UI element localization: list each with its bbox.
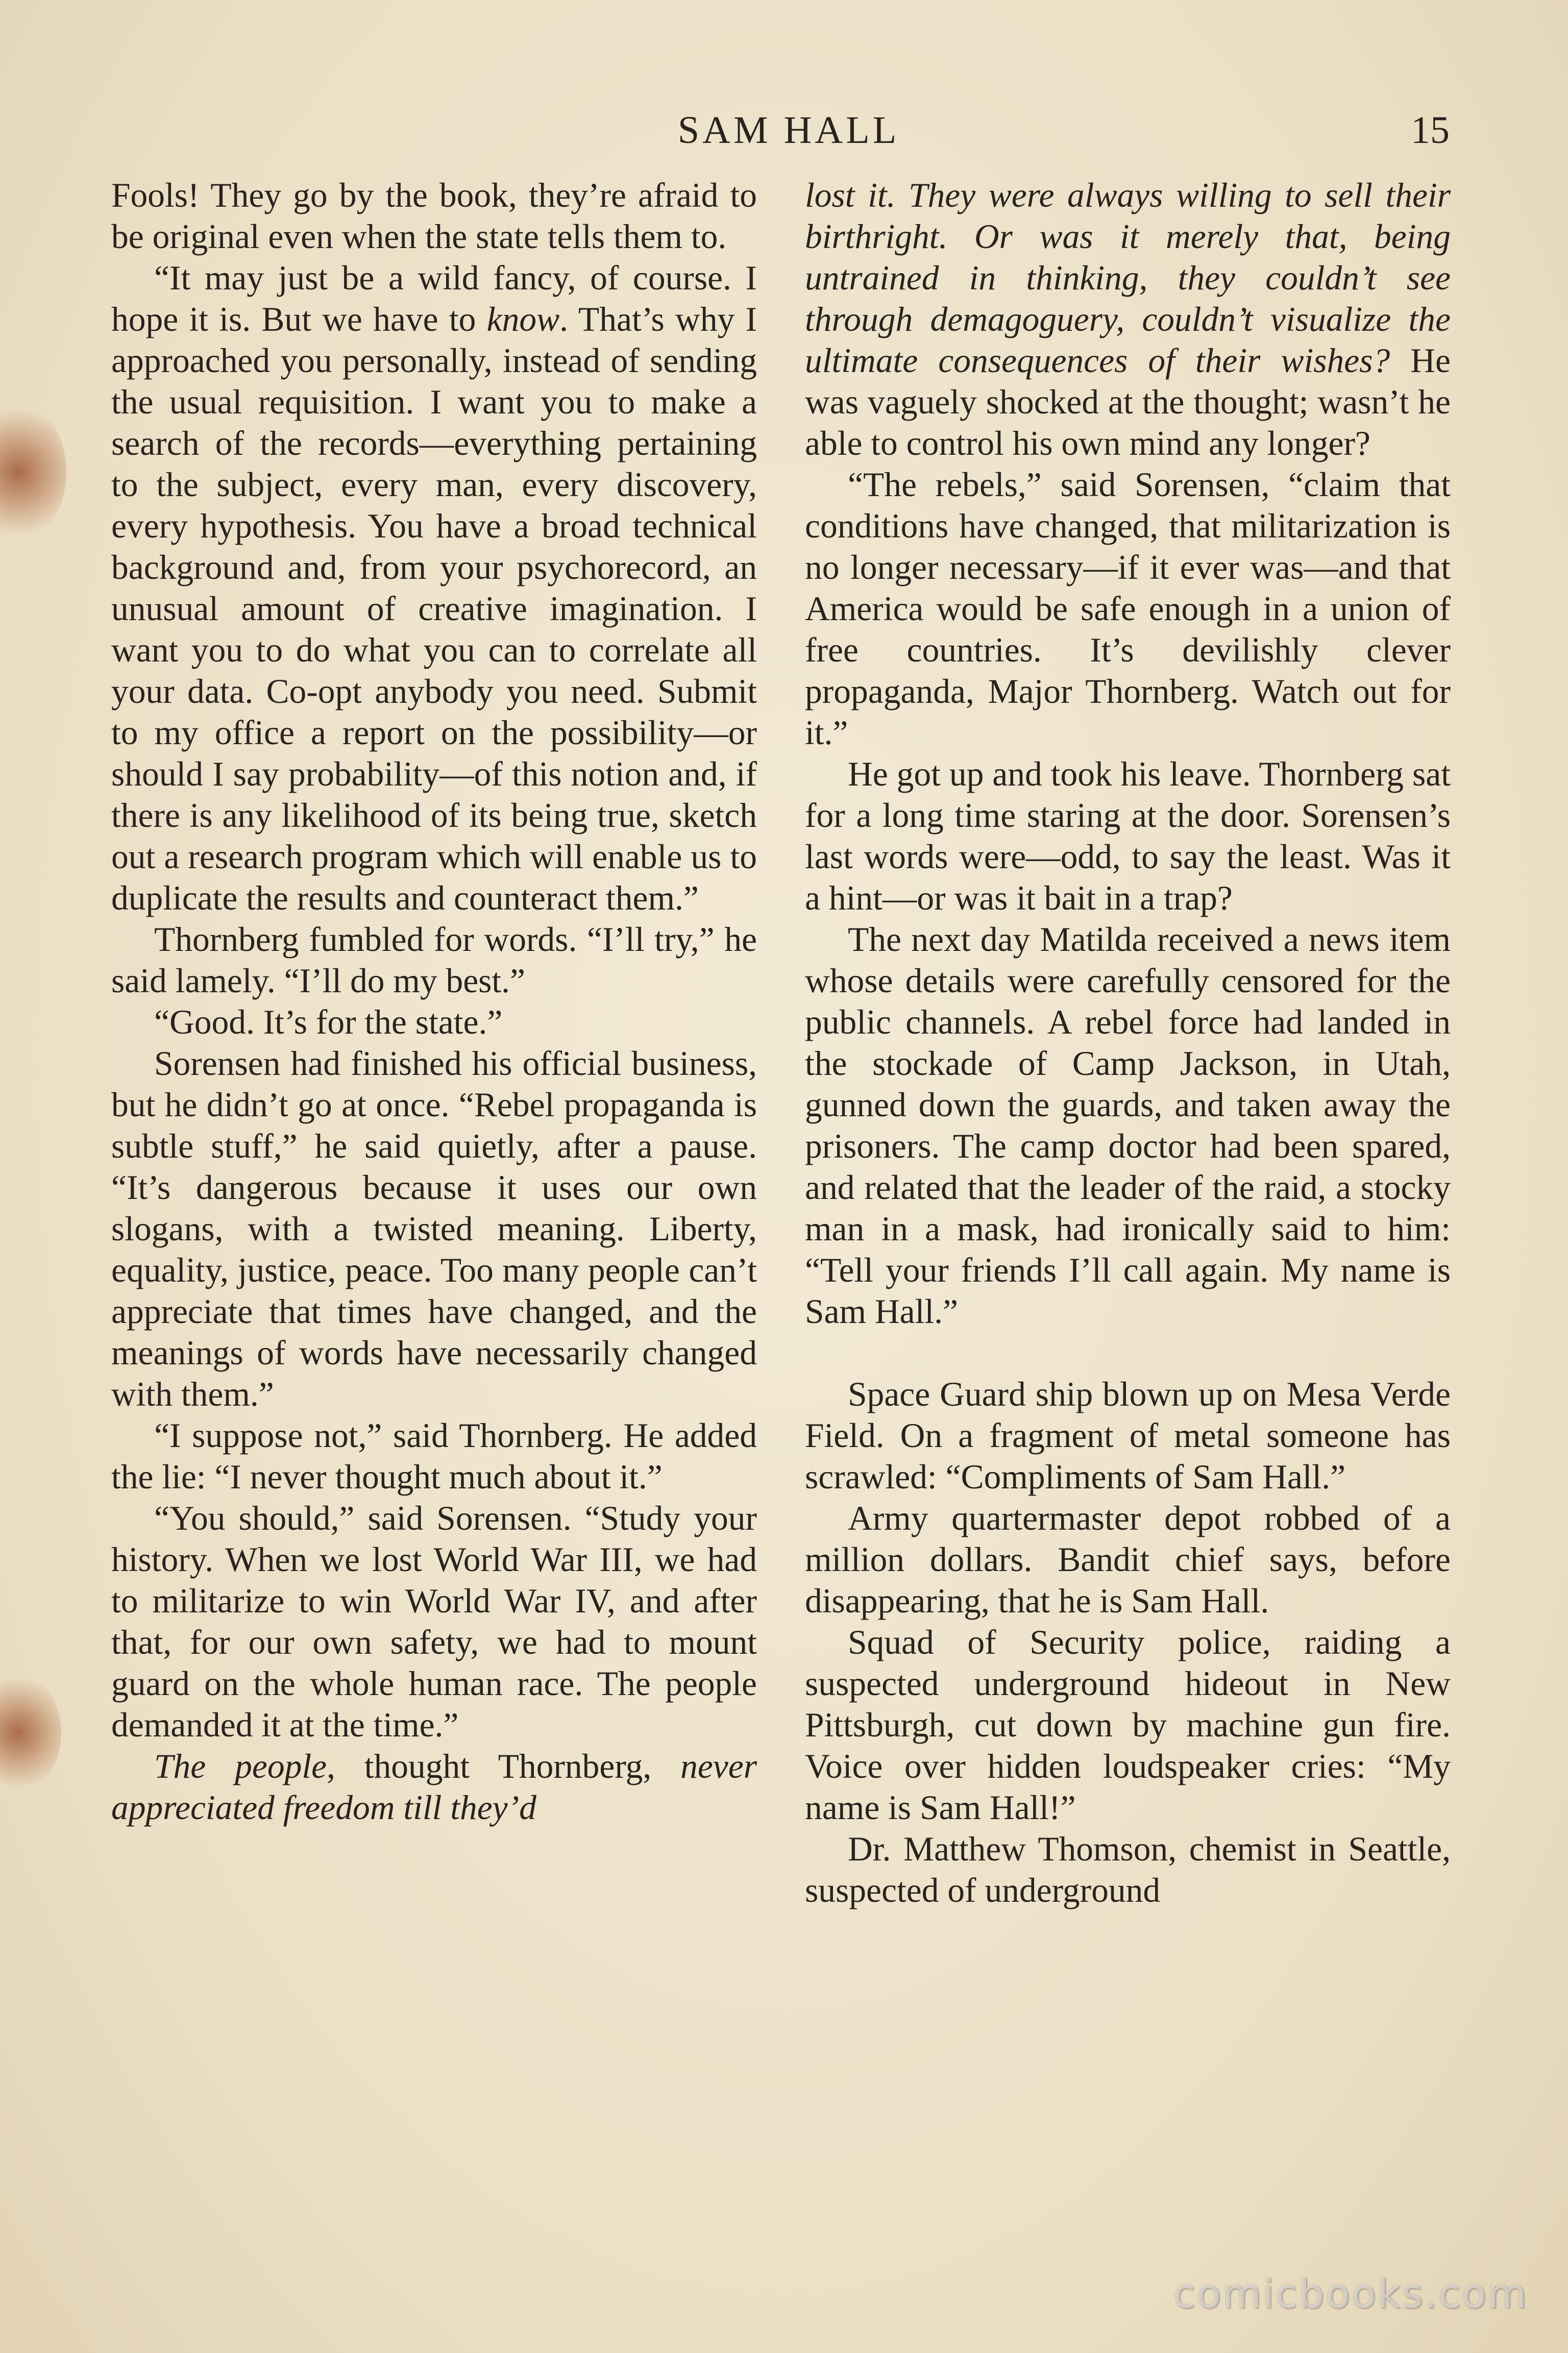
paragraph [805, 464, 1451, 753]
text-run: Squad of Security police, raiding a suspected underground hideout in New Pittsburgh, cut down by machine gun fire. Voice over hidden loudspeaker cries: “My name is Sam Hall!” [805, 1623, 1451, 1827]
text-run: He got up and took his leave. Thornberg sat for a long time staring at the door. Sorensen’s last words were—odd, to say the least. Was it a hint—or was it bait in a trap? [805, 755, 1451, 917]
text-run: “You should,” said Sorensen. “Study your history. When we lost World War III, we had to militarize to win World War IV, and after that, for our own safety, we had to mount guard on the whole human race. The people demanded it at the time.” [111, 1499, 757, 1744]
text-run: The next day Matilda received a news item whose details were carefully censored for the public channels. A rebel force had landed in the stockade of Camp Jackson, in Utah, gunned down the guards, and taken away the prisoners. The camp doctor had been spared, and related that the leader of the raid, a stocky man in a mask, had ironically said to him: “Tell your friends I’ll call again. My name is Sam Hall.” [805, 920, 1451, 1331]
italic-text: know [486, 300, 560, 338]
paragraph [111, 1043, 757, 1415]
text-run: Thornberg fumbled for words. “I’ll try,” he said lamely. “I’ll do my best.” [111, 920, 757, 1000]
paragraph [111, 919, 757, 1001]
text-run: . That’s why I approached you personally, instead of sending the usual requisition. I want you to make a search of the records—everything pertaining to the subject, every man, every discovery, every hypothesis. You have a broad technical background and, from your psychorecord, an unusual amount of creative imagination. I want you to do what you can to correlate all your data. Co-opt anybody you need. Submit to my office a report on the possibility—or should I say probability—of this notion and, if there is any likelihood of its being true, sketch out a research program which will enable us to duplicate the results and counteract them.” [111, 300, 757, 917]
text-run: Fools! They go by the book, they’re afraid to be original even when the state tells them to. [111, 176, 757, 256]
text-run: “I suppose not,” said Thornberg. He added the lie: “I never thought much about it.” [111, 1416, 757, 1496]
right-text-column [805, 175, 1451, 1911]
paragraph [805, 1622, 1451, 1828]
text-run: He was vaguely shocked at the thought; wasn’t he able to control his own mind any longer? [805, 341, 1451, 462]
paragraph [805, 1828, 1451, 1911]
paragraph [111, 1001, 757, 1043]
left-text-column [111, 175, 757, 1828]
paragraph [111, 1498, 757, 1746]
paragraph [805, 1374, 1451, 1498]
text-run: “Good. It’s for the state.” [154, 1003, 503, 1041]
paragraph [111, 1415, 757, 1498]
page-number: 15 [1411, 109, 1450, 152]
paragraph [805, 1498, 1451, 1622]
text-run: “It may just be a wild fancy, of course. I hope it is. But we have to [111, 259, 757, 338]
italic-text: The people [154, 1747, 327, 1785]
paper-stain [0, 1674, 61, 1792]
paragraph [111, 257, 757, 919]
paragraph [805, 175, 1451, 464]
page-header [112, 102, 1465, 158]
text-run: Space Guard ship blown up on Mesa Verde Field. On a fragment of metal someone has scrawled: “Compliments of Sam Hall.” [805, 1375, 1451, 1496]
running-head: SAM HALL [677, 109, 900, 152]
paragraph [805, 753, 1451, 919]
paper-stain [0, 403, 66, 541]
text-run: Dr. Matthew Thomson, chemist in Seattle, suspected of underground [805, 1830, 1451, 1909]
text-run: , thought Thornberg, [327, 1747, 681, 1785]
paragraph [111, 1746, 757, 1828]
text-run: Sorensen had finished his official business, but he didn’t go at once. “Rebel propaganda is subtle stuff,” he said quietly, after a pause. “It’s dangerous because it uses our own slogans, with a twisted meaning. Liberty, equality, justice, peace. Too many people can’t appreciate that times have changed, and the meanings of words have necessarily changed with them.” [111, 1044, 757, 1413]
italic-text: lost it. They were always willing to sell their birthright. Or was it merely that, being untrained in thinking, they couldn’t see through demagoguery, couldn’t visualize the ultimate consequences of their wishes? [805, 176, 1451, 380]
paragraph [111, 175, 757, 257]
watermark: comicbooks.com [1173, 2271, 1528, 2317]
paragraph [805, 919, 1451, 1332]
italic-text: never appreciated freedom till they’d [111, 1747, 757, 1827]
text-run: Army quartermaster depot robbed of a million dollars. Bandit chief says, before disappearing, that he is Sam Hall. [805, 1499, 1451, 1620]
text-run: “The rebels,” said Sorensen, “claim that conditions have changed, that militarization is no longer necessary—if it ever was—and that America would be safe enough in a union of free countries. It’s devilishly clever propaganda, Major Thornberg. Watch out for it.” [805, 465, 1451, 752]
